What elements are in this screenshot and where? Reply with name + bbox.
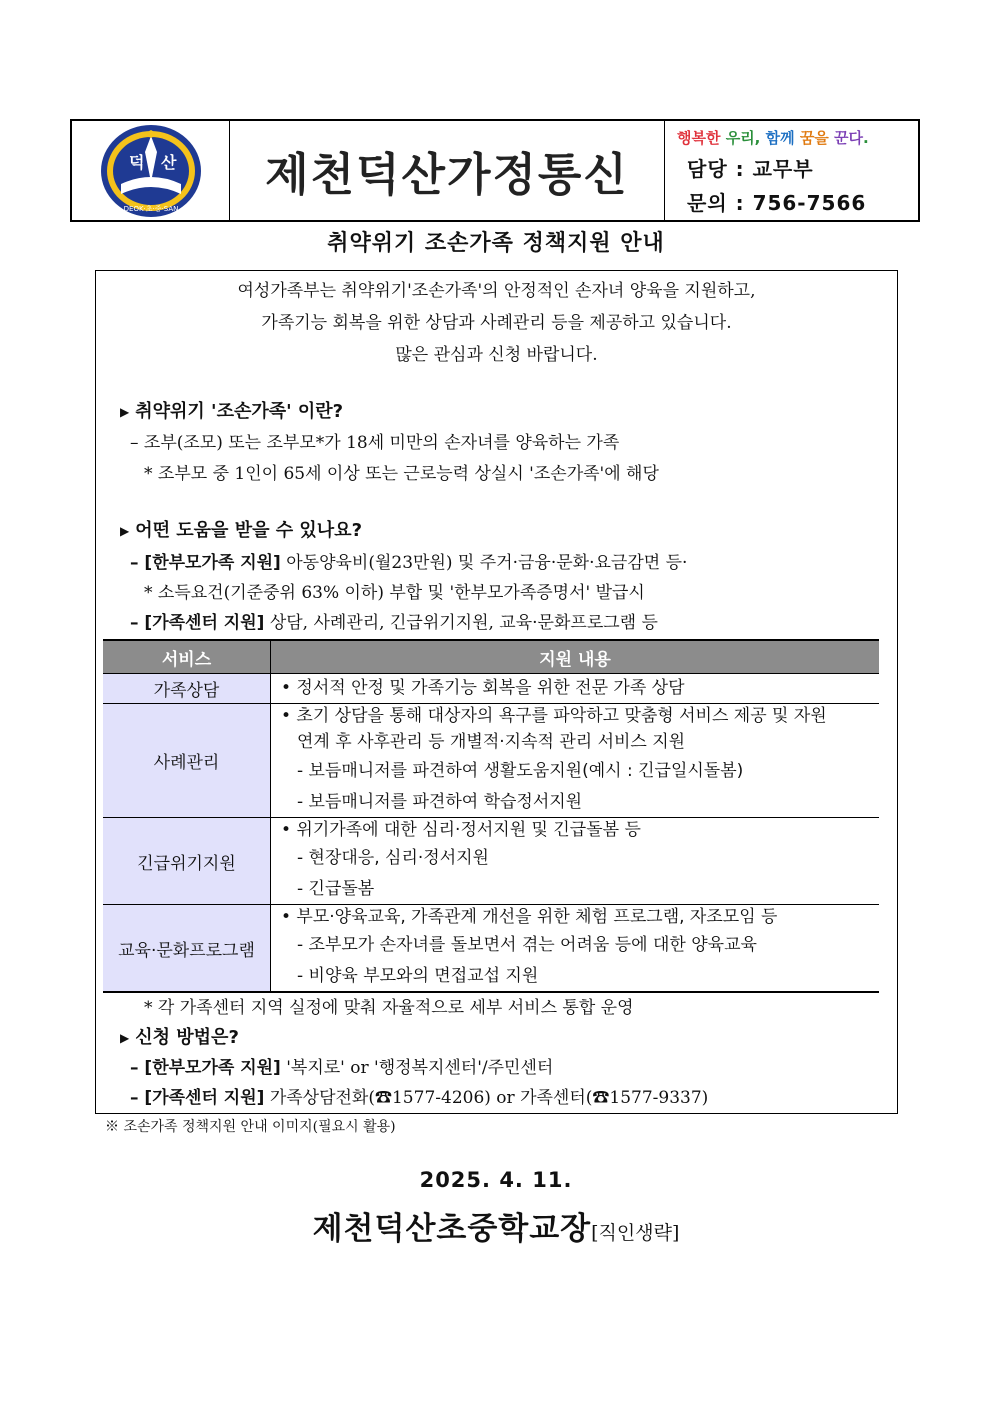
issue-date: 2025. 4. 11. xyxy=(419,1168,573,1192)
newsletter-title: 제천덕산가정통신 xyxy=(265,148,629,201)
content-line: - 긴급돌봄 xyxy=(297,879,375,899)
image-footnote: ※ 조손가족 정책지원 안내 이미지(필요시 활용) xyxy=(105,1119,396,1135)
help-item-label: – [가족센터 지원] xyxy=(130,613,265,633)
content-line: • 위기가족에 대한 심리·정서지원 및 긴급돌봄 등 xyxy=(281,820,641,840)
school-emblem-icon xyxy=(99,122,203,220)
logo-ring-text: DEOK·초·중·SAN xyxy=(123,204,178,213)
triangle-bullet-icon: ▶ xyxy=(120,524,130,538)
content-line: - 현장대응, 심리·정서지원 xyxy=(297,848,489,868)
service-name: 가족상담 xyxy=(103,674,271,704)
content-line: • 부모·양육교육, 가족관계 개선을 위한 체험 프로그램, 자조모임 등 xyxy=(281,907,778,927)
section-heading-text: 어떤 도움을 받을 수 있나요? xyxy=(135,520,363,541)
contact-dept: 담당 : 교무부 xyxy=(687,157,814,181)
slogan-word: . xyxy=(863,129,869,147)
section-heading-text: 신청 방법은? xyxy=(135,1027,239,1048)
table-header-content: 지원 내용 xyxy=(271,640,880,674)
content-box xyxy=(95,270,898,1114)
intro-paragraph xyxy=(96,275,897,371)
help-item-family-center xyxy=(130,608,658,633)
help-item-text: 상담, 사례관리, 긴급위기지원, 교육·문화프로그램 등 xyxy=(264,613,658,633)
content-line: - 보듬매니저를 파견하여 학습정서지원 xyxy=(297,792,583,812)
slogan xyxy=(677,127,918,148)
service-name: 교육·문화프로그램 xyxy=(103,905,271,993)
content-line: • 초기 상담을 통해 대상자의 욕구를 파악하고 맞춤형 서비스 제공 및 자원 xyxy=(281,706,827,726)
contact-phone: 문의 : 756-7566 xyxy=(687,191,867,215)
intro-line: 많은 관심과 신청 바랍니다. xyxy=(395,345,598,365)
table-header-row xyxy=(103,640,879,674)
service-content xyxy=(271,818,880,905)
school-logo xyxy=(72,121,230,220)
newsletter-title-cell xyxy=(230,121,665,220)
service-name: 긴급위기지원 xyxy=(103,818,271,905)
section-heading-help xyxy=(120,516,362,542)
apply-item-family-center xyxy=(130,1083,708,1108)
content-line: - 조부모가 손자녀를 돌보면서 겪는 어려움 등에 대한 양육교육 xyxy=(297,935,757,955)
content-line: - 비양육 부모와의 면접교섭 지원 xyxy=(297,966,539,986)
service-content xyxy=(271,674,880,704)
help-item-note: * 소득요건(기준중위 63% 이하) 부합 및 '한부모가족증명서' 발급시 xyxy=(144,583,645,603)
table-footnote: * 각 가족센터 지역 실정에 맞춰 자율적으로 세부 서비스 통합 운영 xyxy=(144,998,634,1018)
services-table xyxy=(103,639,879,993)
document-title: 취약위기 조손가족 정책지원 안내 xyxy=(327,231,665,256)
section-heading-what-is xyxy=(120,397,343,423)
table-row xyxy=(103,704,879,818)
table-row xyxy=(103,818,879,905)
apply-item-text: '복지로' or '행정복지센터'/주민센터 xyxy=(280,1058,554,1078)
contact-cell xyxy=(665,121,918,220)
slogan-word: 우리, xyxy=(720,129,761,147)
apply-item-single-parent xyxy=(130,1053,553,1078)
table-header-service: 서비스 xyxy=(103,640,271,674)
section-heading-text: 취약위기 '조손가족' 이란? xyxy=(135,401,344,422)
apply-item-text: 가족상담전화(☎1577-4206) or 가족센터(☎1577-9337) xyxy=(264,1088,709,1108)
content-line: 연계 후 사후관리 등 개별적·지속적 관리 서비스 지원 xyxy=(297,732,686,752)
section-heading-apply xyxy=(120,1023,239,1049)
apply-item-label: – [한부모가족 지원] xyxy=(130,1058,281,1078)
content-line: - 보듬매니저를 파견하여 생활도움지원(예시 : 긴급일시돌봄) xyxy=(297,761,744,781)
slogan-word: 행복한 xyxy=(677,129,721,147)
service-content xyxy=(271,704,880,818)
content-line: • 정서적 안정 및 가족기능 회복을 위한 전문 가족 상담 xyxy=(281,678,685,698)
slogan-word: 함께 xyxy=(760,129,795,147)
service-name: 사례관리 xyxy=(103,704,271,818)
intro-line: 여성가족부는 취약위기'조손가족'의 안정적인 손자녀 양육을 지원하고, xyxy=(237,281,756,301)
seal-omitted-note: [직인생략] xyxy=(591,1222,680,1244)
signature-block xyxy=(0,1203,992,1248)
help-item-text: 아동양육비(월23만원) 및 주거·금융·문화·요금감면 등· xyxy=(280,553,688,573)
definition-line: – 조부(조모) 또는 조부모*가 18세 미만의 손자녀를 양육하는 가족 xyxy=(130,433,620,453)
slogan-word: 꾼다 xyxy=(828,129,863,147)
triangle-bullet-icon: ▶ xyxy=(120,405,130,419)
slogan-word: 꿈을 xyxy=(794,129,829,147)
principal-title: 제천덕산초중학교장 xyxy=(312,1211,592,1247)
help-item-single-parent xyxy=(130,548,687,573)
logo-char-right: 산 xyxy=(160,152,176,172)
triangle-bullet-icon: ▶ xyxy=(120,1031,130,1045)
logo-char-left: 덕 xyxy=(128,152,144,172)
intro-line: 가족기능 회복을 위한 상담과 사례관리 등을 제공하고 있습니다. xyxy=(261,313,732,333)
table-row xyxy=(103,674,879,704)
help-item-label: – [한부모가족 지원] xyxy=(130,553,281,573)
table-row xyxy=(103,905,879,993)
header-box xyxy=(70,119,920,222)
apply-item-label: – [가족센터 지원] xyxy=(130,1088,265,1108)
definition-note: * 조부모 중 1인이 65세 이상 또는 근로능력 상실시 '조손가족'에 해당 xyxy=(144,464,659,484)
service-content xyxy=(271,905,880,993)
